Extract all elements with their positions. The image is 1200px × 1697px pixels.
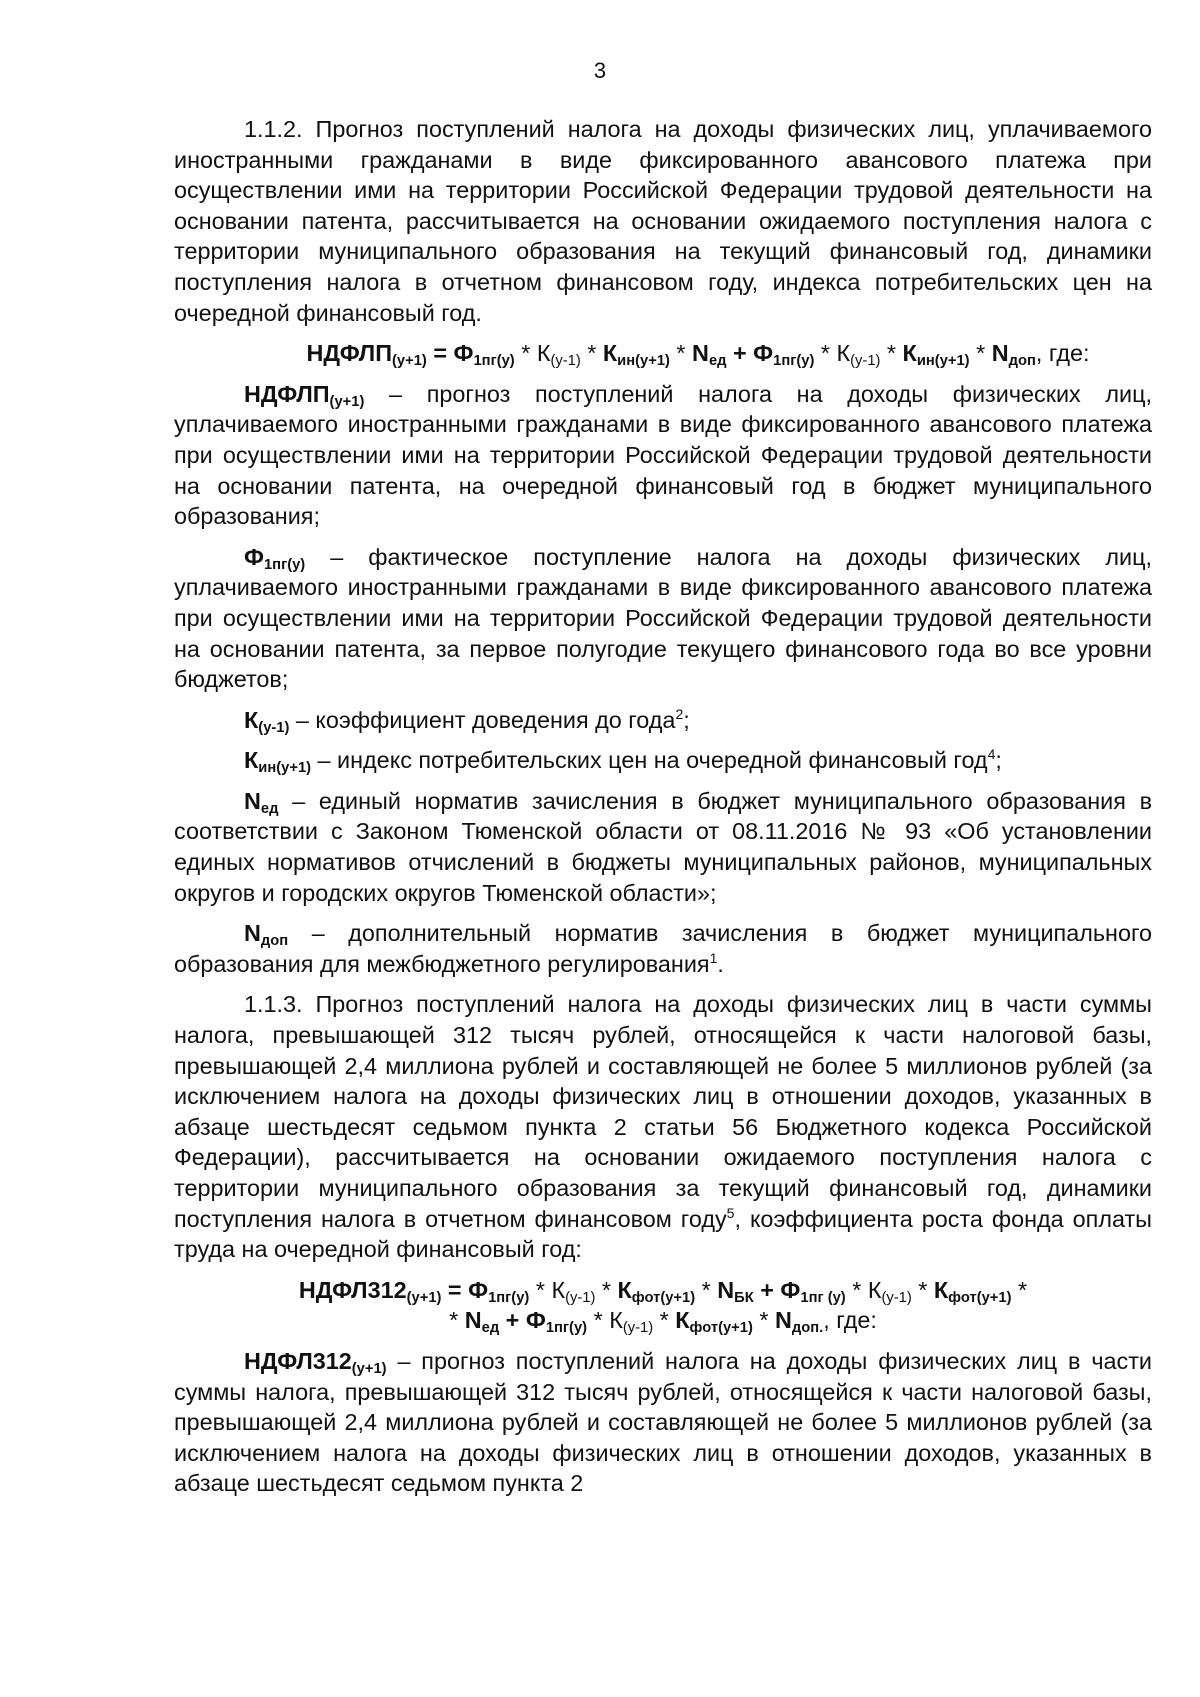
footnote-ref: 5 — [726, 1204, 735, 1221]
footnote-ref: 2 — [675, 705, 684, 722]
formula-ndfl312: $НДФЛ312_{(у+1)} = Ф_{1пг(у)} * К_{(у-1)} * К_{фот(у+1)} * N_{БК} + Ф_{1пг (у)} * К_{(у-1)} * К_{фот(у+1)}$ * * $N_{ед} + Ф_{1пг(у)} * К_{(у-1)} * К_{фот(у+1)} * N_{доп.}$, где: — [298, 1276, 1028, 1337]
formula-ndflp: $НДФЛП_{(у+1)} = Ф_{1пг(у)} * К_{(у-1)} * К_{ин(у+1)} * N_{ед} + Ф_{1пг(у)} * К_{(у-1)} * К_{ин(у+1)} * N_{доп}$, где: — [306, 340, 1090, 370]
formula-lhs: $НДФЛП_{(у+1)} = Ф_{1пг(у)}$ — [306, 340, 515, 370]
definition-term: $К_{ин(у+1)}$ — [244, 747, 312, 777]
footnote-ref: 1 — [709, 949, 718, 966]
formula-lhs: $НДФЛ312_{(у+1)} = Ф_{1пг(у)}$ — [298, 1276, 530, 1306]
page-number: 3 — [593, 58, 607, 83]
definition-ndflp: $НДФЛП_{(у+1)}$ – прогноз поступлений налога на доходы физических лиц, уплачиваемого иностранными гражданами в виде фиксированного авансового платежа при осуществлении ими на территории Российской Федерации трудовой деятельности на основании патента, на очередной финансовый год в бюджет муниципального образования; — [174, 380, 1152, 530]
definition-term: $N_{ед}$ — [244, 787, 279, 817]
definition-term: $НДФЛП_{(у+1)}$ — [244, 380, 365, 410]
definition-ndfl312: $НДФЛ312_{(у+1)}$ – прогноз поступлений налога на доходы физических лиц в части суммы налога, превышающей 312 тысяч рублей, относящейся к части налоговой базы, превышающей 2,4 миллиона рублей и составляющей не более 5 миллионов рублей (за исключением налога на доходы физических лиц в отношении доходов, указанных в абзаце шестьдесят седьмом пункта 2 — [174, 1347, 1152, 1497]
definition-ndop: $N_{доп}$ – дополнительный норматив зачисления в бюджет муниципального образования для межбюджетного регулирования$^1$. — [174, 920, 1152, 977]
definition-ned: $N_{ед}$ – единый норматив зачисления в бюджет муниципального образования в соответствии с Законом Тюменской области от 08.11.2016 № 93 «Об установлении единых нормативов отчислений в бюджеты муниципальных районов, муниципальных округов и городских округов Тюменской области»; — [174, 787, 1152, 906]
document-body — [174, 114, 1152, 1499]
definition-term: $НДФЛ312_{(у+1)}$ — [244, 1347, 387, 1377]
footnote-ref: 4 — [987, 746, 996, 763]
section-1-1-2-intro: 1.1.2. Прогноз поступлений налога на доходы физических лиц, уплачиваемого иностранными гражданами в виде фиксированного авансового платежа при осуществлении ими на территории Российской Федерации трудовой деятельности на основании патента, рассчитывается на основании ожидаемого поступления налога с территории муниципального образования на текущий финансовый год, динамики поступления налога в отчетном финансовом году, индекса потребительских цен на очередной финансовый год. — [174, 116, 1152, 326]
definition-k-y-1: $К_{(у-1)}$ – коэффициент доведения до года$^2$; — [244, 705, 690, 736]
definition-kin: $К_{ин(у+1)}$ – индекс потребительских цен на очередной финансовый год$^4$; — [244, 746, 1002, 777]
definition-term: $Ф_{1пг(у)}$ — [244, 543, 306, 573]
definition-term: $N_{доп}$ — [244, 920, 289, 950]
section-1-1-3-intro: 1.1.3. Прогноз поступлений налога на доходы физических лиц в части суммы налога, превышающей 312 тысяч рублей, относящейся к части налоговой базы, превышающей 2,4 миллиона рублей и составляющей не более 5 миллионов рублей (за исключением налога на доходы физических лиц в отношении доходов, указанных в абзаце шестьдесят седьмом пункта 2 статьи 56 Бюджетного кодекса Российской Федерации), рассчитывается на основании ожидаемого поступления налога с территории муниципального образования за текущий финансовый год, динамики поступления налога в отчетном финансовом году$^5$, коэффициента роста фонда оплаты труда на очередной финансовый год: — [174, 991, 1152, 1263]
definition-f1pg: $Ф_{1пг(у)}$ – фактическое поступление налога на доходы физических лиц, уплачиваемого иностранными гражданами в виде фиксированного авансового платежа при осуществлении ими на территории Российской Федерации трудовой деятельности на основании патента, за первое полугодие текущего финансового года во все уровни бюджетов; — [174, 543, 1152, 693]
definition-term: $К_{(у-1)}$ — [244, 706, 290, 736]
